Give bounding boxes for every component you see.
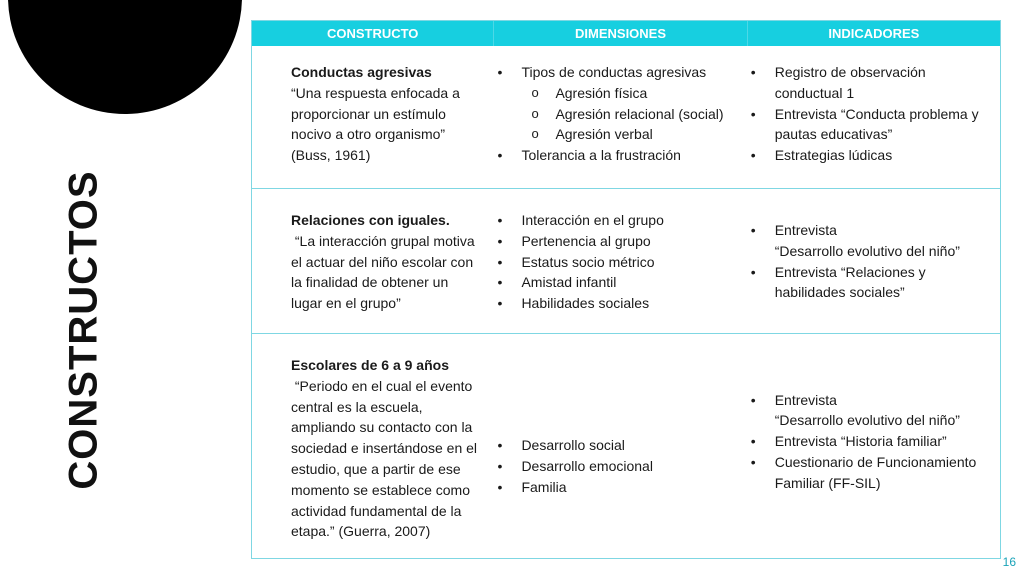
dimensiones-list [493,62,746,166]
slide-side-title: CONSTRUCTOS [61,170,106,490]
indicator-line: • Entrevista [774,222,837,238]
constructo-cell [252,46,493,188]
constructo-text-line: lugar en el grupo” [291,295,401,312]
indicator-line: • Estrategias lúdicas [774,147,893,164]
list-item: • Desarrollo emocional [493,456,746,477]
dimension-text: Tipos de conductas agresivas [521,64,707,80]
page-number: 16 [1002,555,1016,569]
dimensiones-cell [493,334,746,559]
table-header-row [252,21,1000,46]
sub-list-item: o Agresión física [521,83,746,104]
constructo-text-line: central es la escuela, [291,398,423,415]
header-indicadores: INDICADORES [747,21,1000,46]
constructo-cell [252,189,493,333]
indicadores-list [747,390,996,494]
indicator-line: “Desarrollo evolutivo del niño” [774,242,960,259]
list-item [493,145,746,166]
dimensiones-list [493,435,746,497]
constructo-text-line: el actuar del niño escolar con [291,253,474,270]
list-item: • Pertenencia al grupo [493,231,746,252]
list-item: • Estatus socio métrico [493,252,746,273]
constructo-text-line: ampliando su contacto con la [291,419,473,436]
constructo-text-line: (Buss, 1961) [291,147,371,164]
constructo-text-line: la finalidad de obtener un [291,274,449,291]
indicator-line: Familiar (FF-SIL) [774,474,881,491]
indicator-line: • Entrevista “Relaciones y [774,263,926,280]
list-item: • Habilidades sociales [493,293,746,314]
indicadores-list [747,220,996,303]
constructo-text-line: estudio, que a partir de ese [291,460,461,477]
list-item [747,262,996,304]
indicator-line: pautas educativas” [774,126,893,143]
constructs-table [251,20,1001,559]
indicadores-list [747,62,996,166]
dimensiones-cell [493,189,746,333]
list-item [747,104,996,146]
list-item: • Desarrollo social [493,435,746,456]
table-row [252,46,1000,188]
constructo-text-line: etapa.” (Guerra, 2007) [291,523,431,540]
list-item: • Amistad infantil [493,272,746,293]
indicator-line: “Desarrollo evolutivo del niño” [774,412,960,429]
table-row [252,333,1000,559]
list-item: • Familia [493,477,746,498]
indicadores-cell [747,334,1000,559]
list-item [747,220,996,262]
dimensiones-list [493,210,746,314]
sub-list-item: o Agresión relacional (social) [521,104,746,125]
list-item: • Interacción en el grupo [493,210,746,231]
list-item [747,431,996,452]
header-constructo: CONSTRUCTO [326,26,419,41]
list-item [747,390,996,432]
indicadores-cell [747,46,1000,188]
indicator-line: • Entrevista [774,391,837,408]
constructo-text-line: actividad fundamental de la [291,502,462,519]
decorative-black-circle [8,0,242,114]
list-item [747,62,996,104]
constructo-title: Relaciones con iguales. [291,212,450,228]
dimension-text: Tolerancia a la frustración [521,147,681,164]
sub-dimension-list [521,83,746,145]
table-row [252,188,1000,333]
sub-list-item: o Agresión verbal [521,124,746,145]
constructo-text-line: nocivo a otro organismo” [291,126,446,143]
indicator-line: • Registro de observación [774,64,926,80]
list-item [493,62,746,145]
list-item [747,452,996,494]
header-dimensiones: DIMENSIONES [493,21,746,46]
list-item [747,145,996,166]
indicator-line: habilidades sociales” [774,284,905,301]
constructo-title: Escolares de 6 a 9 años [291,357,449,373]
constructo-cell [252,334,493,559]
constructo-text-line: momento se establece como [291,481,470,498]
constructo-text-line: sociedad e insertándose en el [291,440,478,457]
constructo-text-line: proporcionar un estímulo [291,105,446,122]
indicator-line: • Entrevista “Historia familiar” [774,433,947,450]
indicadores-cell [747,189,1000,333]
dimensiones-cell [493,46,746,188]
constructo-text-line: “Una respuesta enfocada a [291,84,460,101]
indicator-line: • Entrevista “Conducta problema y [774,105,979,122]
constructo-text-line: “La interacción grupal motiva [291,232,475,249]
constructo-text-line: “Periodo en el cual el evento [291,377,473,394]
indicator-line: • Cuestionario de Funcionamiento [774,453,977,470]
constructo-title: Conductas agresivas [291,64,432,80]
indicator-line: conductual 1 [774,84,855,101]
